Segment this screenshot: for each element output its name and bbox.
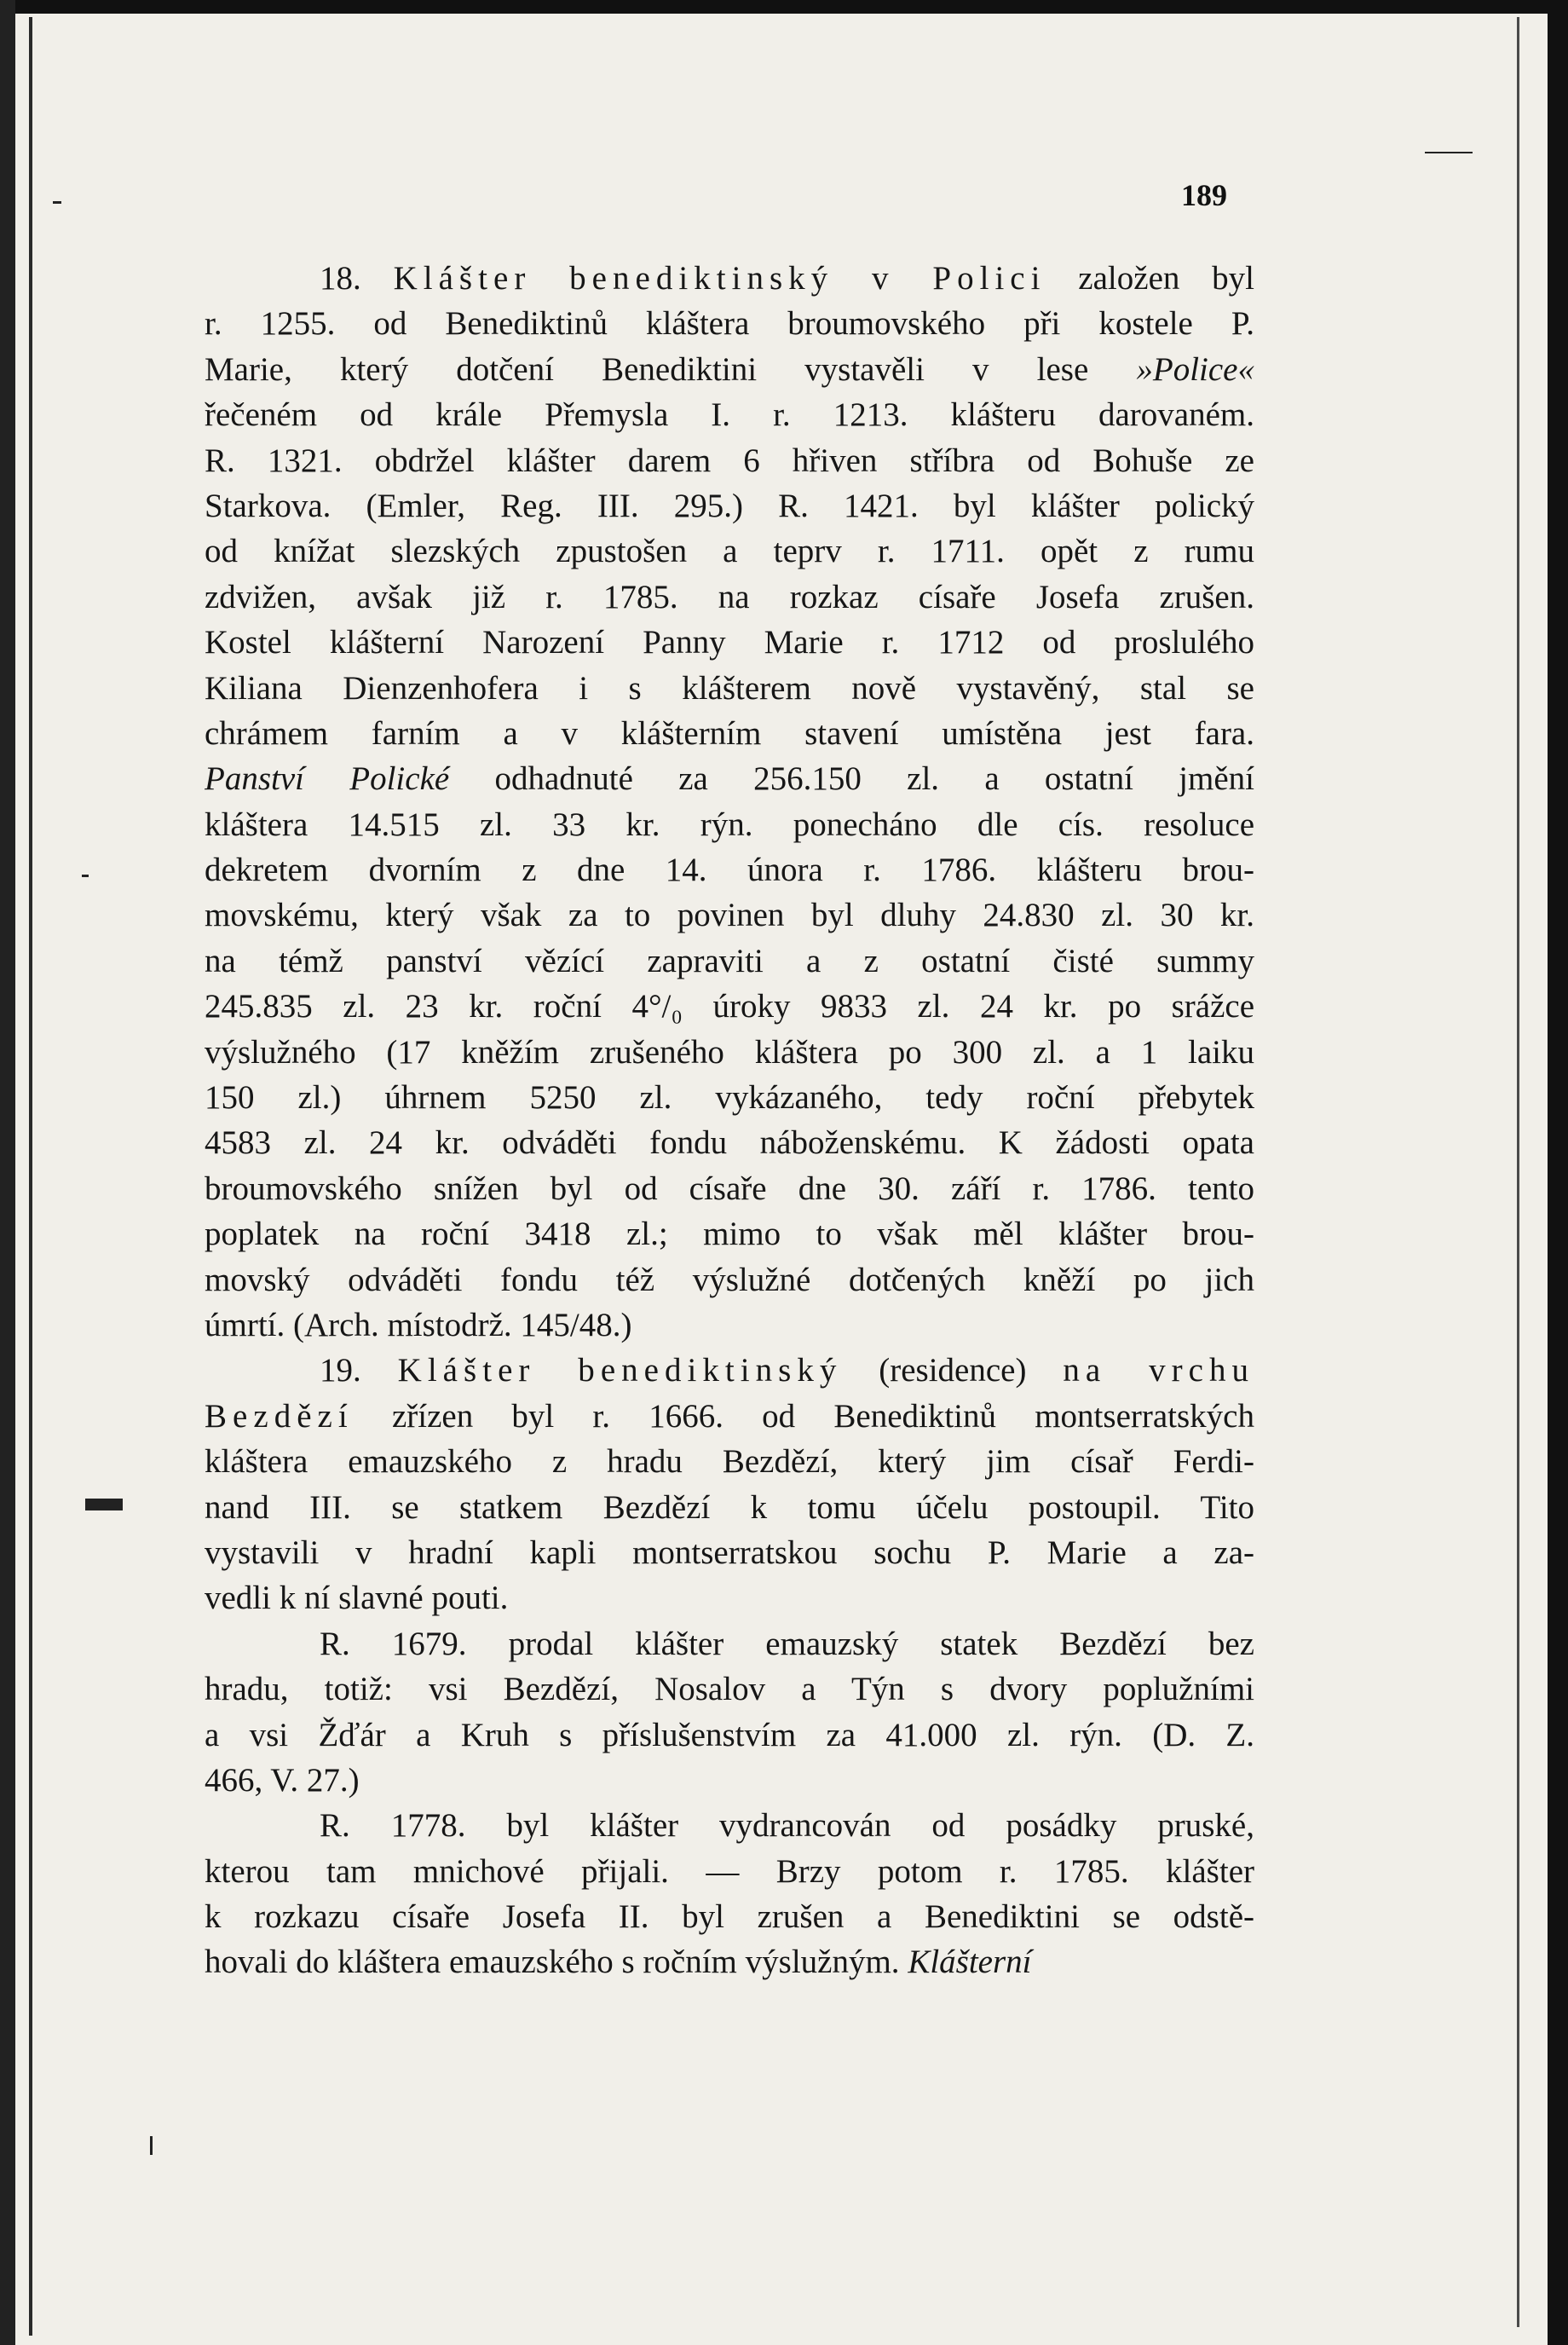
text-line: [205, 1666, 1254, 1712]
text-run: »Police«: [1136, 350, 1254, 388]
scan-speck: [1425, 152, 1473, 153]
text-run: R. 1778. byl klášter vydrancován od posádky pruské,: [320, 1807, 1254, 1845]
text-line: [205, 1348, 1254, 1393]
scan-speck: [85, 1499, 123, 1510]
text-line: [205, 756, 1254, 801]
text-line: [205, 301, 1254, 346]
text-run: založen byl: [1046, 260, 1254, 297]
text-run: movskému, který však za to povinen byl dluhy 24.830 zl. 30 kr.: [205, 897, 1254, 934]
text-run: (residence): [842, 1352, 1064, 1389]
text-line: [205, 483, 1254, 528]
text-line: [205, 1075, 1254, 1120]
scan-left-edge: [0, 0, 15, 2345]
text-line: [205, 1939, 1254, 1984]
text-run: Klášter benediktinský: [397, 1352, 843, 1389]
text-line: [205, 1302, 1254, 1348]
text-run: kterou tam mnichové přijali. — Brzy potom r. 1785. klášter: [205, 1852, 1254, 1890]
text-run: od knížat slezských zpustošen a teprv r. 1711. opět z rumu: [205, 533, 1254, 570]
text-line: [205, 347, 1254, 392]
scan-speck: [82, 875, 89, 877]
text-line: [205, 984, 1254, 1029]
text-line: [205, 1030, 1254, 1075]
text-run: 19.: [320, 1352, 398, 1389]
text-run: 4583 zl. 24 kr. odváděti fondu náboženskému. K žádosti opata: [205, 1124, 1254, 1162]
text-line: [205, 575, 1254, 620]
page-edge-rule: [1517, 17, 1519, 2327]
text-line: [205, 666, 1254, 711]
text-line: [205, 802, 1254, 847]
text-run: nand III. se statkem Bezdězí k tomu účelu postoupil. Tito: [205, 1488, 1254, 1526]
text-run: úmrtí. (Arch. místodrž. 145/48.): [205, 1306, 632, 1343]
text-line: [205, 438, 1254, 483]
text-run: broumovského snížen byl od císaře dne 30. září r. 1786. tento: [205, 1170, 1254, 1207]
text-line: [205, 1166, 1254, 1211]
text-run: R. 1321. obdržel klášter darem 6 hřiven stříbra od Bohuše ze: [205, 442, 1254, 479]
text-run: zdvižen, avšak již r. 1785. na rozkaz císaře Josefa zrušen.: [205, 578, 1254, 615]
text-line: [205, 1530, 1254, 1575]
text-run: Bezdězí: [205, 1397, 354, 1435]
text-line: [205, 392, 1254, 437]
text-run: na vrchu: [1063, 1352, 1254, 1389]
text-run: R. 1679. prodal klášter emauzský statek Bezdězí bez: [320, 1625, 1254, 1662]
text-line: [205, 892, 1254, 938]
text-run: výslužného (17 kněžím zrušeného kláštera po 300 zl. a 1 laiku: [205, 1033, 1254, 1071]
text-run: r. 1255. od Benediktinů kláštera broumovského při kostele P.: [205, 305, 1254, 343]
text-run: na témž panství vězící zapraviti a z ostatní čisté summy: [205, 942, 1254, 979]
text-line: [205, 1621, 1254, 1666]
text-line: [205, 1803, 1254, 1848]
text-run: Kiliana Dienzenhofera i s klášterem nově vystavěný, stal se: [205, 669, 1254, 707]
text-run: odhadnuté za 256.150 zl. a ostatní jmění: [449, 760, 1254, 798]
text-line: [205, 711, 1254, 756]
text-line: [205, 1120, 1254, 1165]
text-run: vedli k ní slavné pouti.: [205, 1580, 509, 1617]
text-run: Klášterní: [908, 1944, 1032, 1981]
text-line: [205, 1211, 1254, 1256]
scan-top-edge: [0, 0, 1568, 14]
text-run: 150 zl.) úhrnem 5250 zl. vykázaného, tedy roční přebytek: [205, 1079, 1254, 1117]
text-run: movský odváděti fondu též výslužné dotčených kněží po jich: [205, 1261, 1254, 1298]
scan-speck: [53, 201, 61, 204]
text-line: [205, 1575, 1254, 1620]
text-line: [205, 528, 1254, 574]
text-run: kláštera emauzského z hradu Bezdězí, který jim císař Ferdi-: [205, 1443, 1254, 1481]
text-line: [205, 1439, 1254, 1484]
text-run: 245.835 zl. 23 kr. roční 4°/₀ úroky 9833 zl. 24 kr. po srážce: [205, 988, 1254, 1025]
text-run: řečeném od krále Přemysla I. r. 1213. klášteru darovaném.: [205, 396, 1254, 434]
text-line: [205, 620, 1254, 665]
text-run: a vsi Žďár a Kruh s příslušenstvím za 41.000 zl. rýn. (D. Z.: [205, 1716, 1254, 1753]
text-run: poplatek na roční 3418 zl.; mimo to však měl klášter brou-: [205, 1216, 1254, 1253]
text-line: [205, 1257, 1254, 1302]
body-text: [205, 256, 1254, 1985]
text-run: chrámem farním a v klášterním stavení umístěna jest fara.: [205, 714, 1254, 752]
text-run: Kostel klášterní Narození Panny Marie r. 1712 od proslulého: [205, 624, 1254, 661]
text-line: [205, 1394, 1254, 1439]
text-run: Klášter benediktinský v Polici: [393, 260, 1046, 297]
text-run: dekretem dvorním z dne 14. února r. 1786. klášteru brou-: [205, 852, 1254, 889]
binding-rule: [29, 17, 32, 2336]
text-run: k rozkazu císaře Josefa II. byl zrušen a Benediktini se odstě-: [205, 1898, 1254, 1936]
scan-right-edge: [1548, 0, 1568, 2345]
text-line: [205, 939, 1254, 984]
text-run: zřízen byl r. 1666. od Benediktinů montserratských: [353, 1397, 1254, 1435]
text-line: [205, 1713, 1254, 1758]
text-line: [205, 256, 1254, 301]
text-line: [205, 1758, 1254, 1803]
page-number: 189: [1181, 178, 1227, 212]
text-run: Starkova. (Emler, Reg. III. 295.) R. 1421. byl klášter polický: [205, 487, 1254, 524]
scan-speck: [150, 2136, 153, 2155]
text-run: hovali do kláštera emauzského s ročním výslužným.: [205, 1944, 908, 1981]
text-line: [205, 1485, 1254, 1530]
text-line: [205, 847, 1254, 892]
text-run: 18.: [320, 260, 394, 297]
text-line: [205, 1894, 1254, 1939]
text-run: Marie, který dotčení Benediktini vystavěli v lese: [205, 350, 1137, 388]
text-run: Panství Polické: [205, 760, 450, 798]
text-run: kláštera 14.515 zl. 33 kr. rýn. ponecháno dle cís. resoluce: [205, 806, 1254, 843]
text-run: 466, V. 27.): [205, 1761, 360, 1799]
text-line: [205, 1849, 1254, 1894]
text-run: hradu, totiž: vsi Bezdězí, Nosalov a Týn s dvory poplužními: [205, 1671, 1254, 1708]
text-run: vystavili v hradní kapli montserratskou sochu P. Marie a za-: [205, 1533, 1254, 1571]
